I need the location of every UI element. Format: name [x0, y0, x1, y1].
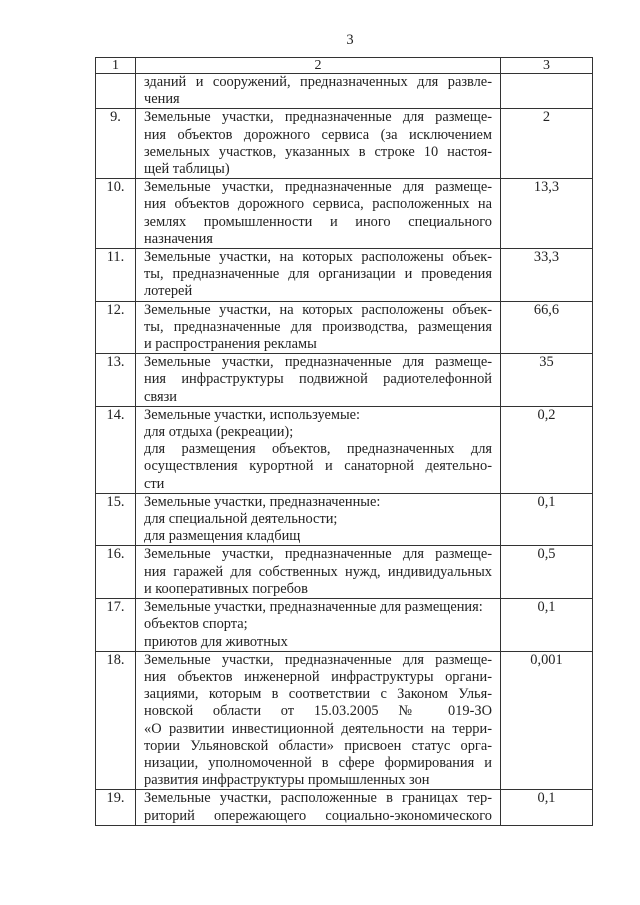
description-line: низации, уполномоченной в сфере формирования и	[144, 754, 492, 771]
row-number: 9.	[96, 109, 136, 179]
row-description	[136, 790, 501, 825]
description-line: для размещения кладбищ	[144, 528, 301, 545]
description-line: Земельные участки, предназначенные для размеще-	[144, 179, 492, 196]
description-line: щей таблицы)	[144, 161, 230, 178]
description-paragraph	[144, 354, 492, 406]
row-value: 66,6	[501, 301, 593, 354]
row-description	[136, 493, 501, 546]
description-paragraph	[144, 511, 492, 528]
description-line: для отдыха (рекреации);	[144, 424, 294, 441]
description-line: риторий опережающего социально-экономического	[144, 807, 492, 824]
description-paragraph	[144, 74, 492, 108]
row-number: 15.	[96, 493, 136, 546]
page-number: 3	[346, 32, 354, 48]
description-line: назначения	[144, 230, 213, 247]
row-number	[96, 74, 136, 109]
row-description	[136, 249, 501, 302]
description-line: ния объектов инженерной инфраструктуры органи-	[144, 668, 492, 685]
description-paragraph	[144, 441, 492, 493]
row-number: 13.	[96, 354, 136, 407]
row-value: 13,3	[501, 179, 593, 249]
column-header-number: 1	[96, 58, 136, 74]
rates-table	[95, 57, 593, 826]
description-line: связи	[144, 388, 177, 405]
table-row	[96, 301, 593, 354]
row-value: 0,1	[501, 790, 593, 825]
description-line: лотерей	[144, 283, 193, 300]
row-value: 2	[501, 109, 593, 179]
description-line: Земельные участки, расположенные в границах тер-	[144, 790, 492, 807]
row-value: 33,3	[501, 249, 593, 302]
description-line: для размещения объектов, предназначенных для	[144, 441, 492, 458]
description-line: Земельные участки, предназначенные для размеще-	[144, 109, 492, 126]
description-paragraph	[144, 302, 492, 354]
description-line: Земельные участки, на которых расположены объек-	[144, 301, 492, 318]
description-paragraph	[144, 790, 492, 824]
description-line: Земельные участки, предназначенные для размеще-	[144, 354, 492, 371]
row-number: 16.	[96, 546, 136, 599]
description-line: Земельные участки, предназначенные для размеще-	[144, 651, 492, 668]
description-line: Земельные участки, предназначенные:	[144, 493, 381, 510]
description-line: Земельные участки, предназначенные для размеще-	[144, 546, 492, 563]
table-row	[96, 354, 593, 407]
column-header-description: 2	[136, 58, 501, 74]
description-paragraph	[144, 546, 492, 598]
row-number: 10.	[96, 179, 136, 249]
table-row	[96, 249, 593, 302]
description-line: Земельные участки, используемые:	[144, 406, 361, 423]
description-paragraph	[144, 109, 492, 178]
description-line: зациями, которым в соответствии с Законом Улья-	[144, 686, 492, 703]
description-line: Земельные участки, на которых расположены объек-	[144, 249, 492, 266]
description-line: ния объектов дорожного сервиса, расположенных на	[144, 196, 492, 213]
description-paragraph	[144, 634, 492, 651]
table-row	[96, 599, 593, 652]
table-row	[96, 109, 593, 179]
table-row	[96, 493, 593, 546]
table-row	[96, 179, 593, 249]
description-paragraph	[144, 494, 492, 511]
description-paragraph	[144, 599, 492, 616]
description-line: ния объектов дорожного сервиса (за исключением	[144, 126, 492, 143]
table-row	[96, 406, 593, 493]
description-line: и кооперативных погребов	[144, 580, 308, 597]
description-line: зданий и сооружений, предназначенных для развле-	[144, 74, 492, 90]
description-line: тории Ульяновской области» присвоен статус орга-	[144, 737, 492, 754]
row-description	[136, 651, 501, 790]
header-row	[96, 58, 593, 74]
description-line: ния гаражей для собственных нужд, индивидуальных	[144, 563, 492, 580]
description-line: ния инфраструктуры подвижной радиотелефонной	[144, 371, 492, 388]
row-description	[136, 406, 501, 493]
row-value: 35	[501, 354, 593, 407]
row-description	[136, 74, 501, 109]
table-row	[96, 546, 593, 599]
row-value: 0,001	[501, 651, 593, 790]
description-line: ты, предназначенные для производства, размещения	[144, 318, 492, 335]
table-body	[96, 74, 593, 826]
description-paragraph	[144, 249, 492, 301]
description-line: ты, предназначенные для организации и проведения	[144, 266, 492, 283]
row-number: 11.	[96, 249, 136, 302]
row-value: 0,5	[501, 546, 593, 599]
row-description	[136, 599, 501, 652]
description-paragraph	[144, 424, 492, 441]
table-row	[96, 790, 593, 825]
description-line: Земельные участки, предназначенные для размещения:	[144, 599, 483, 616]
column-header-value: 3	[501, 58, 593, 74]
description-line: развития инфраструктуры промышленных зон	[144, 772, 430, 789]
row-number: 18.	[96, 651, 136, 790]
description-line: землях промышленности и иного специального	[144, 213, 492, 230]
description-paragraph	[144, 652, 492, 790]
description-line: «О развитии инвестиционной деятельности на терри-	[144, 720, 492, 737]
row-number: 12.	[96, 301, 136, 354]
table-row	[96, 74, 593, 109]
description-line: новской области от 15.03.2005 № 019-ЗО	[144, 703, 492, 720]
row-number: 19.	[96, 790, 136, 825]
row-description	[136, 109, 501, 179]
description-line: и распространения рекламы	[144, 336, 317, 353]
row-number: 17.	[96, 599, 136, 652]
description-line: чения	[144, 91, 180, 108]
row-value: 0,2	[501, 406, 593, 493]
row-value: 0,1	[501, 493, 593, 546]
row-description	[136, 301, 501, 354]
table-row	[96, 651, 593, 790]
description-line: для специальной деятельности;	[144, 511, 338, 528]
description-line: осуществления курортной и санаторной деятельно-	[144, 458, 492, 475]
description-line: сти	[144, 475, 165, 492]
description-paragraph	[144, 528, 492, 545]
description-paragraph	[144, 179, 492, 248]
row-description	[136, 179, 501, 249]
description-line: объектов спорта;	[144, 616, 248, 633]
row-description	[136, 354, 501, 407]
row-description	[136, 546, 501, 599]
row-value	[501, 74, 593, 109]
row-number: 14.	[96, 406, 136, 493]
description-line: приютов для животных	[144, 633, 288, 650]
row-value: 0,1	[501, 599, 593, 652]
description-line: земельных участков, указанных в строке 10 настоя-	[144, 143, 492, 160]
description-paragraph	[144, 616, 492, 633]
description-paragraph	[144, 407, 492, 424]
